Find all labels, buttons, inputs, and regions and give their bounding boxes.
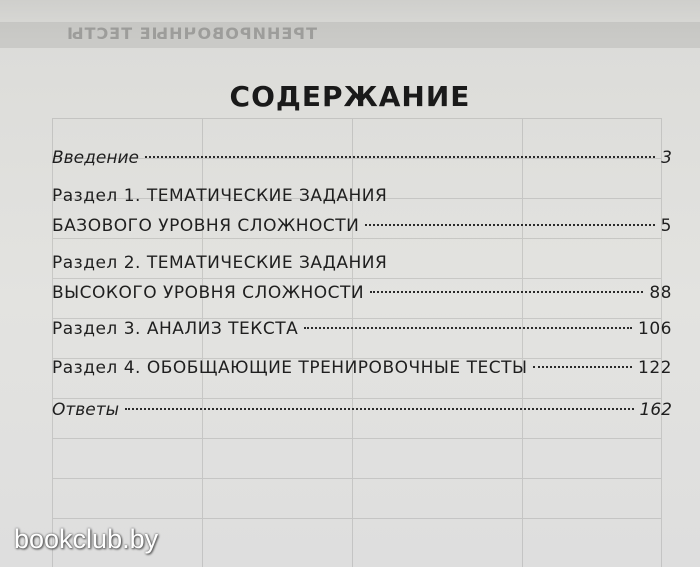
toc-entry-label: Раздел 3. АНАЛИЗ ТЕКСТА — [52, 319, 299, 339]
toc-entry-section-3[interactable] — [52, 314, 672, 344]
watermark: bookclub.by — [14, 524, 159, 554]
toc-entry-label-continued: ВЫСОКОГО УРОВНЯ СЛОЖНОСТИ — [52, 283, 365, 303]
toc-page-number: 5 — [660, 216, 672, 236]
toc-entry-label: Раздел 1. ТЕМАТИЧЕСКИЕ ЗАДАНИЯ — [52, 186, 388, 206]
page-title: СОДЕРЖАНИЕ — [229, 80, 471, 113]
toc-entry-section-4[interactable] — [52, 353, 672, 383]
dot-leader — [370, 290, 643, 293]
dot-leader — [304, 326, 632, 329]
toc-entry-label: Ответы — [52, 400, 120, 420]
toc-entry-label: Раздел 2. ТЕМАТИЧЕСКИЕ ЗАДАНИЯ — [52, 253, 388, 273]
toc-entry-answers[interactable] — [52, 395, 672, 425]
dot-leader — [533, 365, 632, 368]
toc-entry-introduction[interactable] — [52, 143, 672, 173]
toc-page-number: 162 — [639, 400, 672, 420]
toc-page-number: 122 — [638, 358, 672, 378]
toc-page-number: 106 — [638, 319, 672, 339]
dot-leader — [145, 155, 655, 158]
toc-entry-label: Введение — [52, 148, 139, 168]
toc-entry-section-1[interactable] — [52, 181, 672, 241]
toc-entry-label: Раздел 4. ОБОБЩАЮЩИЕ ТРЕНИРОВОЧНЫЕ ТЕСТЫ — [52, 358, 528, 378]
toc-page-number: 88 — [649, 283, 672, 303]
dot-leader — [365, 223, 654, 226]
dot-leader — [125, 407, 633, 410]
toc-page-number: 3 — [661, 148, 672, 168]
reverse-page-header-text-bleed: ТРЕНИРОВОЧНЫЕ ТЕСТЫ — [66, 24, 317, 43]
toc-entry-label-continued: БАЗОВОГО УРОВНЯ СЛОЖНОСТИ — [52, 216, 360, 236]
toc-entry-section-2[interactable] — [52, 248, 672, 308]
